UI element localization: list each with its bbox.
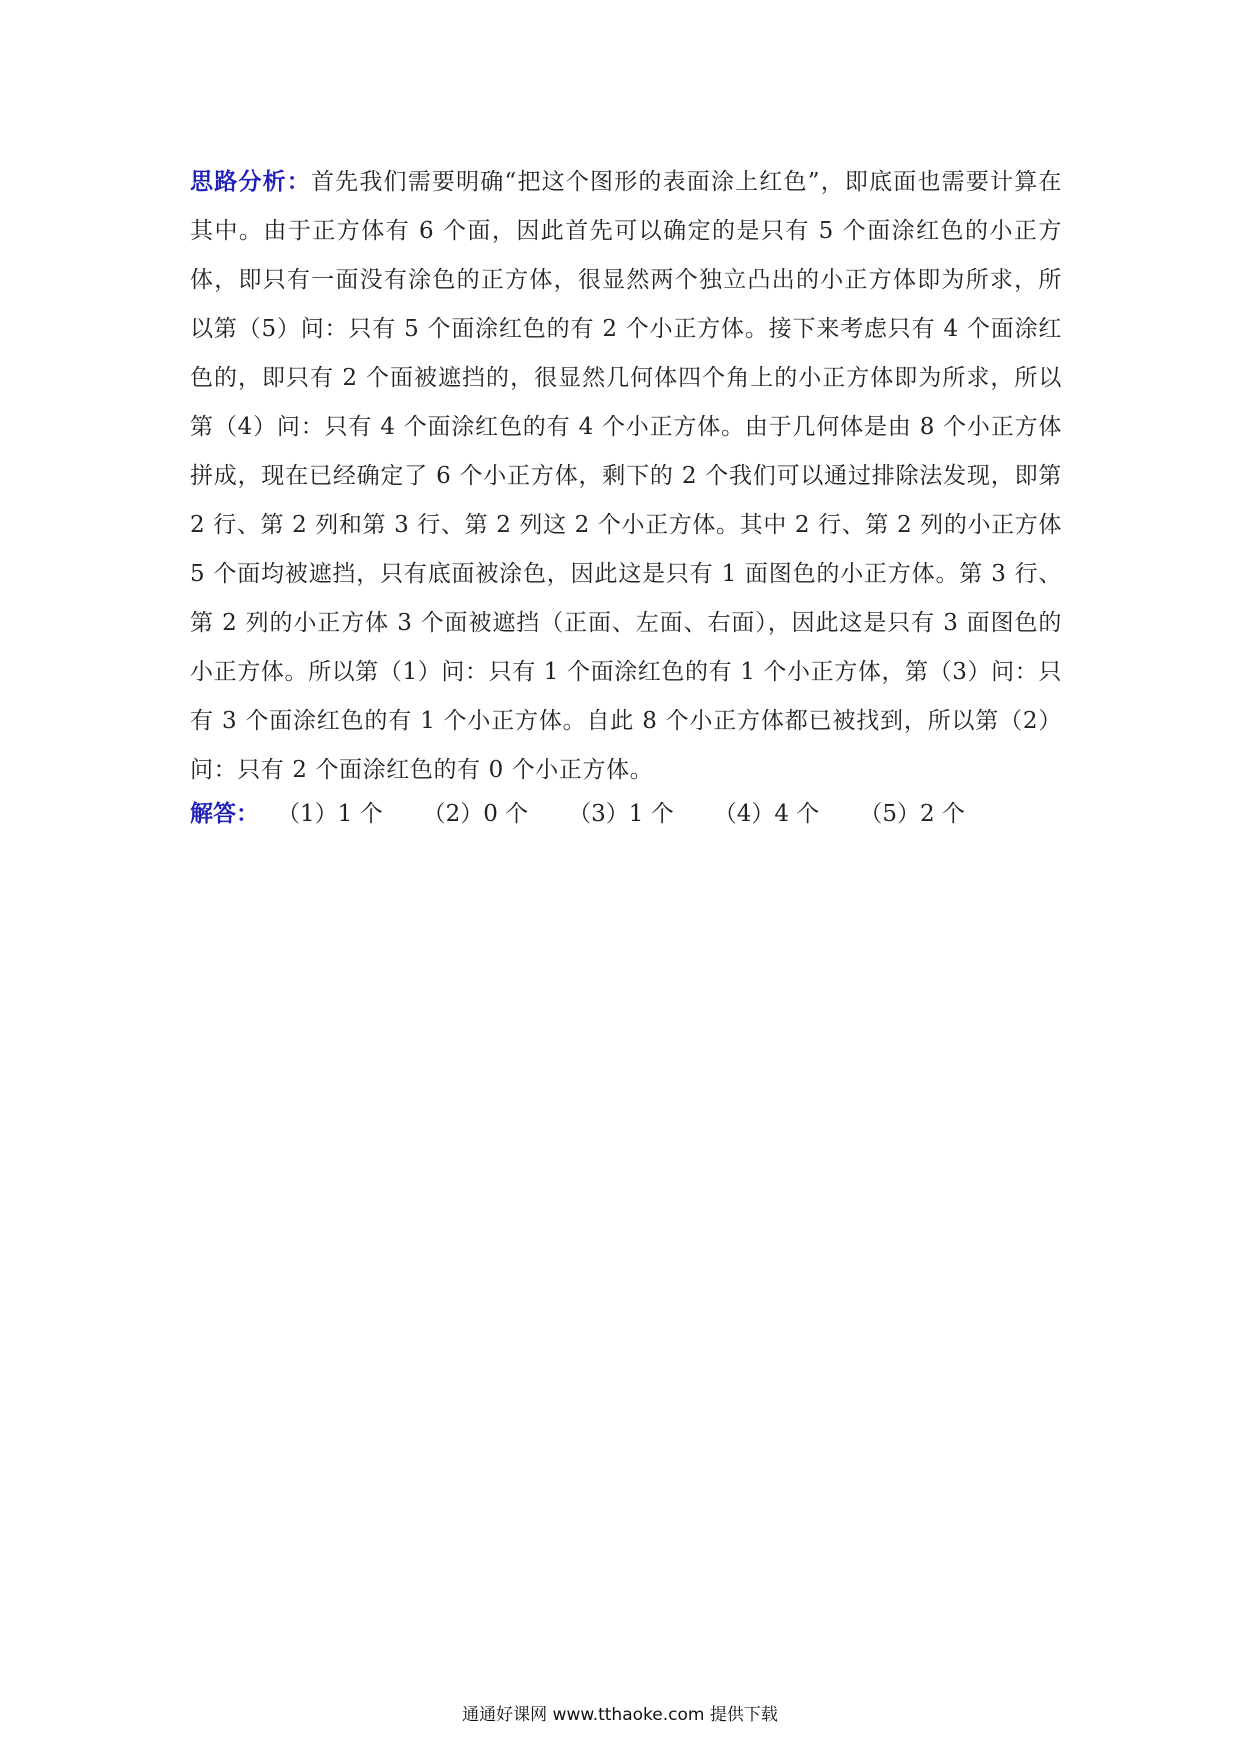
answer-item: （1）1 个: [277, 801, 383, 827]
answer-line: [190, 790, 1062, 839]
answer-label: 解答：: [190, 801, 259, 827]
answer-items: [277, 801, 1005, 827]
answer-item: （2）0 个: [422, 801, 529, 827]
answer-item: （5）2 个: [859, 801, 965, 827]
analysis-paragraph: [190, 158, 1062, 795]
analysis-label: 思路分析：: [190, 169, 311, 195]
answer-item: （4）4 个: [713, 801, 820, 827]
answer-item: （3）1 个: [568, 801, 674, 827]
page-footer: 通通好课网 www.tthaoke.com 提供下载: [462, 1705, 778, 1725]
analysis-text: 首先我们需要明确“把这个图形的表面涂上红色”，即底面也需要计算在其中。由于正方体有 6 个面，因此首先可以确定的是只有 5 个面涂红色的小正方体，即只有一面没有涂色的正方体，很显然两个独立凸出的小正方体即为所求，所以第（5）问：只有 5 个面涂红色的有 2 个小正方体。接下来考虑只有 4 个面涂红色的，即只有 2 个面被遮挡的，很显然几何体四个角上的小正方体即为所求，所以第（4）问：只有 4 个面涂红色的有 4 个小正方体。由于几何体是由 8 个小正方体拼成，现在已经确定了 6 个小正方体，剩下的 2 个我们可以通过排除法发现，即第 2 行、第 2 列和第 3 行、第 2 列这 2 个小正方体。其中 2 行、第 2 列的小正方体 5 个面均被遮挡，只有底面被涂色，因此这是只有 1 面图色的小正方体。第 3 行、第 2 列的小正方体 3 个面被遮挡（正面、左面、右面），因此这是只有 3 面图色的小正方体。所以第（1）问：只有 1 个面涂红色的有 1 个小正方体，第（3）问：只有 3 个面涂红色的有 1 个小正方体。自此 8 个小正方体都已被找到，所以第（2）问：只有 2 个面涂红色的有 0 个小正方体。: [190, 169, 1063, 783]
